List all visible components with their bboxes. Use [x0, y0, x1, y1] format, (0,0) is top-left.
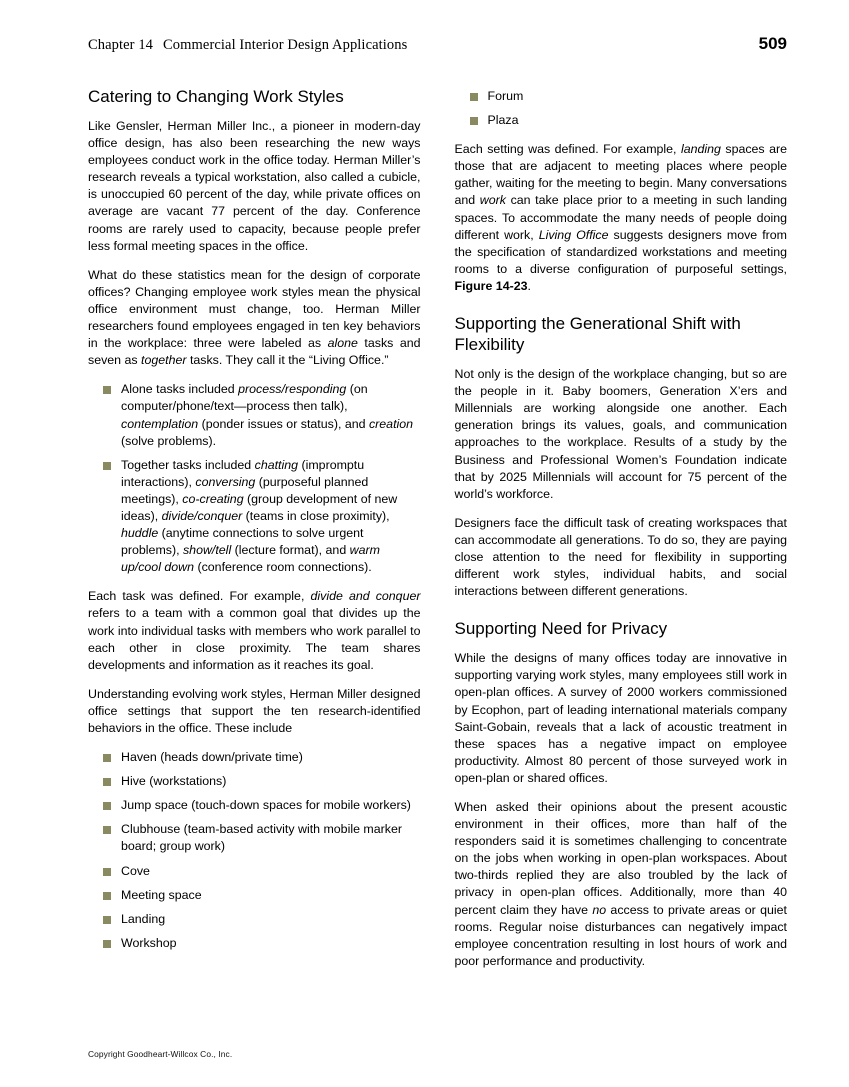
- copyright-footer: Copyright Goodheart-Willcox Co., Inc.: [88, 1049, 233, 1059]
- list-item-text: Workshop: [121, 935, 177, 950]
- text-emphasis-divide-conquer: divide and conquer: [310, 589, 421, 604]
- bullet-square-icon: [470, 93, 478, 101]
- text-emphasis: contemplation: [121, 416, 199, 431]
- list-item-text: Landing: [121, 911, 166, 926]
- chapter-title: Commercial Interior Design Applications: [163, 37, 408, 53]
- list-item: [466, 88, 788, 105]
- text-segment: (on computer/phone/text—process then talk),: [121, 382, 368, 414]
- text-segment: When asked their opinions about the present acoustic environment in their offices, more than half of the responders said it is sometimes challenging to concentrate on the jobs when working in open-plan workspaces. About two-thirds replied they are also troubled by the lack of privacy in open-plan offices. Additionally, more than 40 percent claim they have: [454, 800, 787, 917]
- text-emphasis: warm up/cool down: [121, 543, 380, 575]
- list-item-text: [121, 458, 397, 575]
- bullet-list-office-settings-continued: [466, 88, 788, 129]
- text-segment: (teams in close proximity),: [242, 508, 390, 523]
- paragraph-designers-flexibility: Designers face the difficult task of creating workspaces that can accommodate all generations. To do so, they are paying close attention to the need for flexibility in supporting different work styles, individual habits, and social interactions between different generations.: [454, 515, 787, 599]
- page-number: 509: [758, 34, 787, 53]
- text-segment: Each task was defined. For example,: [88, 589, 311, 604]
- paragraph-changing-work-styles: [88, 267, 421, 370]
- list-item-text: Clubhouse (team-based activity with mobile marker board; group work): [121, 822, 402, 854]
- bullet-square-icon: [470, 117, 478, 125]
- text-segment: (impromptu interactions),: [121, 457, 365, 489]
- text-emphasis-living-office: Living Office: [538, 227, 609, 242]
- text-emphasis: chatting: [254, 457, 299, 472]
- bullet-square-icon: [103, 940, 111, 948]
- text-segment: (group development of new ideas),: [121, 491, 398, 523]
- text-segment: (anytime connections to solve urgent problems),: [121, 526, 364, 558]
- text-segment: (conference room connections).: [194, 560, 372, 575]
- list-item: [99, 381, 421, 449]
- text-emphasis-together: together: [141, 353, 187, 368]
- bullet-square-icon: [103, 868, 111, 876]
- text-segment: .: [527, 278, 531, 293]
- chapter-label: Chapter 14: [88, 37, 154, 53]
- text-segment: can take place prior to a meeting in such landing spaces. To accommodate the many needs of people doing different work,: [454, 193, 787, 242]
- list-item: [99, 749, 421, 766]
- text-emphasis: show/tell: [182, 543, 232, 558]
- section-heading-generational-shift: Supporting the Generational Shift with Flexibility: [454, 314, 741, 355]
- paragraph-office-settings: Understanding evolving work styles, Herman Miller designed office settings that support the ten research-identified behaviors in the office. These include: [88, 686, 421, 735]
- text-emphasis: divide/conquer: [161, 508, 243, 523]
- list-item-text: Plaza: [487, 113, 519, 128]
- paragraph-acoustic-opinions: [455, 799, 788, 970]
- chapter-breadcrumb: [88, 37, 407, 54]
- list-item: [99, 773, 421, 790]
- text-segment: (purposeful planned meetings),: [121, 474, 369, 506]
- list-item-text: Meeting space: [121, 887, 202, 902]
- text-emphasis-alone: alone: [327, 336, 358, 351]
- text-emphasis: process/responding: [238, 382, 347, 397]
- list-item: [99, 887, 421, 904]
- section-heading-catering: Catering to Changing Work Styles: [88, 87, 344, 106]
- right-column: [455, 86, 788, 970]
- list-item: [99, 821, 421, 855]
- list-item: [99, 935, 421, 952]
- list-item-text: Jump space (touch-down spaces for mobile workers): [121, 798, 411, 813]
- section-heading-privacy: Supporting Need for Privacy: [454, 619, 668, 639]
- text-segment: refers to a team with a common goal that divides up the work into individual tasks with members who work parallel to each other in close proximity. The team shares developments and information as it reaches its goal.: [88, 606, 421, 672]
- text-segment: (ponder issues or status), and: [198, 416, 369, 431]
- text-emphasis-work: work: [479, 193, 506, 208]
- bullet-square-icon: [103, 386, 111, 394]
- text-segment: tasks and seven as: [88, 336, 421, 368]
- paragraph-open-plan-survey: While the designs of many offices today are innovative in supporting varying work styles, many employees still work in open-plan offices. A survey of 2000 workers commissioned by Ecophon, part of leading international materials company Saint-Gobain, reveals that a lack of acoustic treatment in these spaces has a negative impact on employee productivity. Almost 80 percent of those surveyed work in open-plan or shared offices.: [454, 651, 787, 785]
- bullet-square-icon: [103, 754, 111, 762]
- text-segment: tasks. They call it the “Living Office.”: [186, 353, 389, 368]
- bullet-square-icon: [103, 462, 111, 470]
- bullet-list-task-types: [99, 381, 421, 576]
- left-column: [88, 86, 421, 970]
- text-segment: access to private areas or quiet rooms. Regular noise disturbances can negatively impact employee concentration resulting in lost hours of work and poor performance and productivity.: [454, 902, 787, 968]
- text-segment: suggests designers move from the specification of standardized workstations and meeting rooms to a diverse configuration of purposeful settings,: [454, 227, 787, 276]
- text-segment: Each setting was defined. For example,: [454, 142, 681, 157]
- bullet-square-icon: [103, 802, 111, 810]
- text-emphasis: co-creating: [182, 491, 244, 506]
- text-emphasis-no: no: [592, 902, 607, 917]
- running-head: [88, 34, 787, 56]
- bullet-list-office-settings: [99, 749, 421, 952]
- bullet-square-icon: [103, 778, 111, 786]
- list-item: [99, 911, 421, 928]
- bullet-square-icon: [103, 916, 111, 924]
- paragraph-herman-miller-research: Like Gensler, Herman Miller Inc., a pioneer in modern-day office design, has also been researching the new ways employees conduct work in the office today. Herman Miller’s research reveals a typical workstation, also called a cubicle, is unoccupied 60 percent of the day, while private offices on average are vacant 77 percent of the day. Conference rooms are rarely used to capacity, because people prefer less formal meeting spaces in the office.: [88, 119, 421, 253]
- text-emphasis: conversing: [195, 474, 256, 489]
- text-segment: (solve problems).: [121, 433, 217, 448]
- text-segment: What do these statistics mean for the design of corporate offices? Changing employee work styles mean the physical office environment must change, too. Herman Miller researchers found employees engaged in ten key behaviors in the workplace: three were labeled as: [88, 267, 421, 351]
- figure-reference: Figure 14-23: [454, 278, 528, 293]
- text-segment: Together tasks included: [121, 457, 255, 472]
- two-column-body: [88, 86, 787, 970]
- text-segment: (lecture format), and: [231, 543, 350, 558]
- text-emphasis: creation: [368, 416, 414, 431]
- list-item-text: Haven (heads down/private time): [121, 750, 303, 765]
- text-segment: spaces are those that are adjacent to meeting places where people gather, waiting for the meeting to begin. Many conversations and: [454, 142, 787, 208]
- list-item: [99, 863, 421, 880]
- text-segment: Alone tasks included: [121, 382, 239, 397]
- paragraph-landing-spaces: [455, 141, 788, 295]
- bullet-square-icon: [103, 892, 111, 900]
- text-emphasis-landing: landing: [680, 142, 721, 157]
- list-item: [99, 797, 421, 814]
- list-item-text: Forum: [487, 89, 524, 103]
- paragraph-generations: Not only is the design of the workplace changing, but so are the people in it. Baby boomers, Generation X’ers and Millennials are working alongside one another. Each generation brings its values, goals, and communication approaches to the workplace. Results of a study by the Business and Professional Women’s Foundation indicate that by 2025 Millennials will account for 75 percent of the world’s workforce.: [454, 367, 787, 501]
- list-item: [466, 112, 788, 129]
- bullet-square-icon: [103, 826, 111, 834]
- list-item-text: Hive (workstations): [121, 774, 227, 789]
- text-emphasis: huddle: [121, 526, 159, 541]
- list-item: [99, 457, 421, 577]
- list-item-text: Cove: [121, 863, 150, 878]
- paragraph-divide-and-conquer: [88, 588, 421, 673]
- list-item-text: [121, 382, 413, 447]
